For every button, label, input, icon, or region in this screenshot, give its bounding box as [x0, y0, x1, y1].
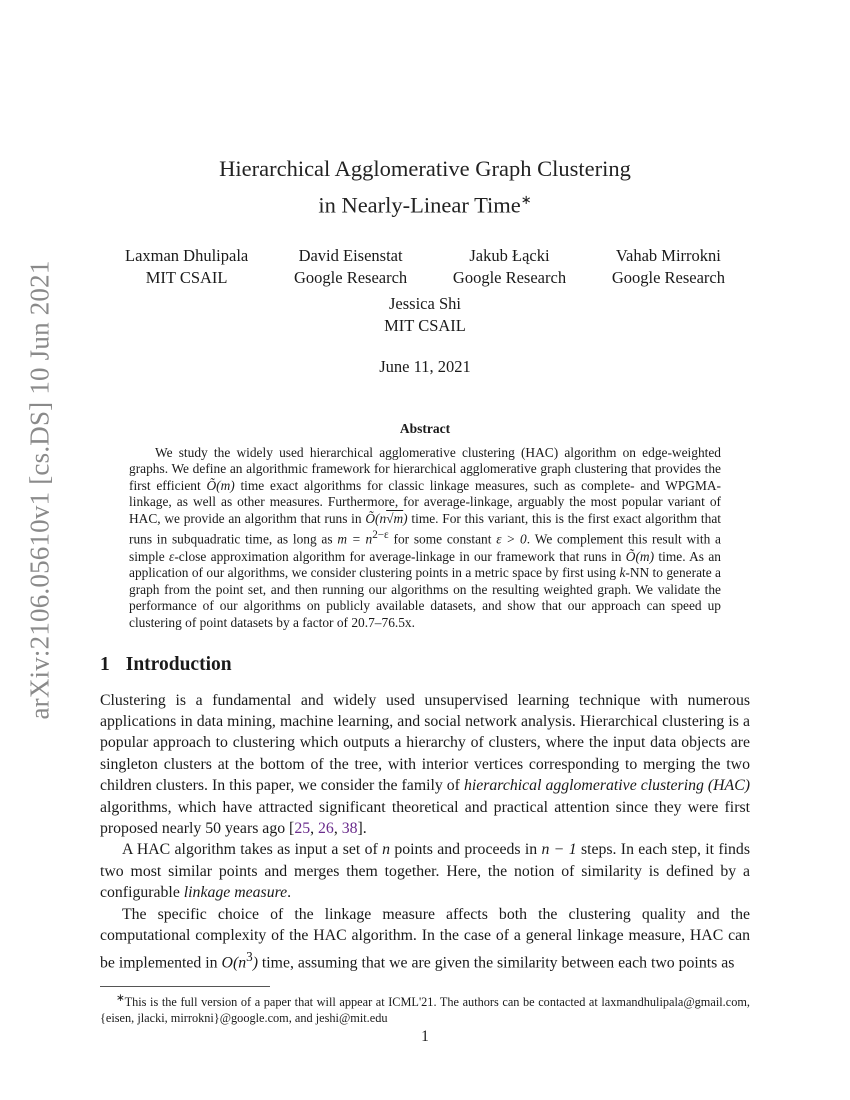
math-expr: ε [169, 548, 175, 564]
emphasis-text: hierarchical agglomerative clustering (HAC) [463, 777, 750, 795]
section-number: 1 [100, 653, 110, 675]
author-affiliation: Google Research [611, 267, 725, 287]
math-expr: k [619, 565, 626, 581]
citation-link[interactable]: 38 [341, 819, 358, 837]
page-number: 1 [421, 1028, 429, 1045]
citation-link[interactable]: 26 [318, 819, 334, 837]
math-expr: Õ(m) [206, 477, 235, 493]
title-line-1: Hierarchical Agglomerative Graph Clustering [219, 156, 631, 181]
author-affiliation: Google Research [452, 267, 567, 287]
section-heading [100, 654, 750, 676]
author-name: Laxman Dhulipala [125, 245, 249, 265]
title-line-2-text: in Nearly-Linear Time [318, 192, 521, 218]
abstract-text: . We complement this result with a simple [129, 531, 721, 564]
author-name: Jessica Shi [389, 293, 461, 313]
math-expr: Õ(m) [625, 548, 655, 564]
math-expr: √m [386, 510, 404, 526]
paragraph-text: time, assuming that we are given the similarity between each two points as [257, 954, 735, 972]
math-expr: ) [252, 954, 258, 972]
author-affiliation: MIT CSAIL [145, 267, 228, 287]
paragraph-text: A HAC algorithm takes as input a set of [122, 841, 383, 859]
arxiv-identifier: arXiv:2106.05610v1 [cs.DS] 10 Jun 2021 [24, 260, 55, 720]
paragraph-text: . [287, 884, 292, 902]
abstract-text: time. As an application of our algorithms, we consider clustering points in a metric space by first using [129, 548, 721, 581]
abstract-text: for some constant [388, 531, 497, 547]
paragraph-text: , [333, 819, 342, 837]
footnote-marker: ∗ [116, 993, 125, 1005]
math-expr: 2−ε [372, 529, 389, 542]
math-expr: 3 [246, 949, 253, 965]
paper-page [100, 0, 750, 1026]
author-block [294, 245, 407, 289]
author-name: Jakub Łącki [469, 245, 550, 265]
paragraph-text: points and proceeds in [389, 841, 542, 859]
arxiv-sidebar [12, 260, 68, 720]
math-expr: n − 1 [541, 841, 577, 859]
abstract-text: We study the widely used hierarchical agglomerative clustering (HAC) algorithm on edge-weighted graphs. We define an algorithmic framework for hierarchical agglomerative graph clustering that provides the first efficient [129, 444, 721, 493]
author-block [612, 245, 725, 289]
paragraph [100, 904, 750, 974]
paragraph [100, 690, 750, 840]
publication-date: June 11, 2021 [379, 356, 471, 376]
footnote-divider [100, 986, 270, 987]
author-name: David Eisenstat [298, 245, 403, 265]
author-block [125, 245, 248, 289]
citation-link[interactable]: 25 [294, 819, 311, 837]
math-expr: n [382, 841, 390, 859]
footnote [100, 991, 750, 1026]
math-expr: Õ(n [365, 510, 387, 526]
author-block-fifth [100, 293, 750, 337]
author-list [125, 245, 725, 289]
author-affiliation: MIT CSAIL [384, 315, 466, 335]
author-block [453, 245, 566, 289]
title-line-2 [100, 184, 750, 221]
math-expr: ) [403, 510, 408, 526]
math-expr: m = n [337, 531, 373, 547]
title-footnote-marker: ∗ [520, 192, 532, 207]
paragraph [100, 839, 750, 903]
abstract-text: -close approximation algorithm for average-linkage in our framework that runs in [174, 548, 626, 564]
section-title: Introduction [125, 653, 232, 675]
paragraph-text: ]. [357, 819, 367, 837]
abstract-text: time exact algorithms for classic linkage measures, such as complete- and WPGMA-linkage, as well as other measures. Furthermore, for average-linkage, arguably the most popular variant of HAC, we provide an algorithm that runs in [129, 477, 721, 526]
abstract-heading: Abstract [399, 420, 451, 436]
paragraph-text: steps. In each step, it finds two most similar points and merges them together. Here, the notion of similarity is defined by a configurable [100, 841, 750, 902]
paragraph-text: algorithms, which have attracted significant theoretical and practical attention since they were first proposed nearly 50 years ago [ [100, 798, 750, 837]
author-name: Vahab Mirrokni [615, 245, 721, 265]
footnote-text: This is the full version of a paper that will appear at ICML'21. The authors can be contacted at laxmandhulipala@gmail.com, {eisen, jlacki, mirrokni}@google.com, and jeshi@mit.edu [100, 995, 750, 1026]
emphasis-text: linkage measure [183, 884, 288, 902]
abstract-text: -NN to generate a graph from the point set, and then running our algorithms on the resulting weighted graph. We validate the performance of our algorithms on publicly available datasets, and show that our approach can speed up clustering of point datasets by a factor of 20.7–76.5x. [129, 565, 721, 630]
abstract-text: time. For this variant, this is the first exact algorithm that runs in subquadratic time, as long as [129, 510, 721, 547]
math-expr: ε > 0 [496, 531, 527, 547]
paragraph-text: Clustering is a fundamental and widely used unsupervised learning technique with numerous applications in data mining, machine learning, and social network analysis. Hierarchical clustering is a popular approach to clustering which outputs a hierarchy of clusters, where the input data objects are singleton clusters at the bottom of the tree, with interior vertices corresponding to merging the two children clusters. In this paper, we consider the family of [100, 691, 750, 795]
paragraph-text: , [310, 819, 319, 837]
author-affiliation: Google Research [294, 267, 408, 287]
paper-title [100, 153, 750, 221]
abstract-body [129, 445, 721, 632]
math-expr: O(n [221, 954, 247, 972]
paragraph-text: The specific choice of the linkage measure affects both the clustering quality and the computational complexity of the HAC algorithm. In the case of a general linkage measure, HAC can be implemented in [100, 905, 750, 972]
